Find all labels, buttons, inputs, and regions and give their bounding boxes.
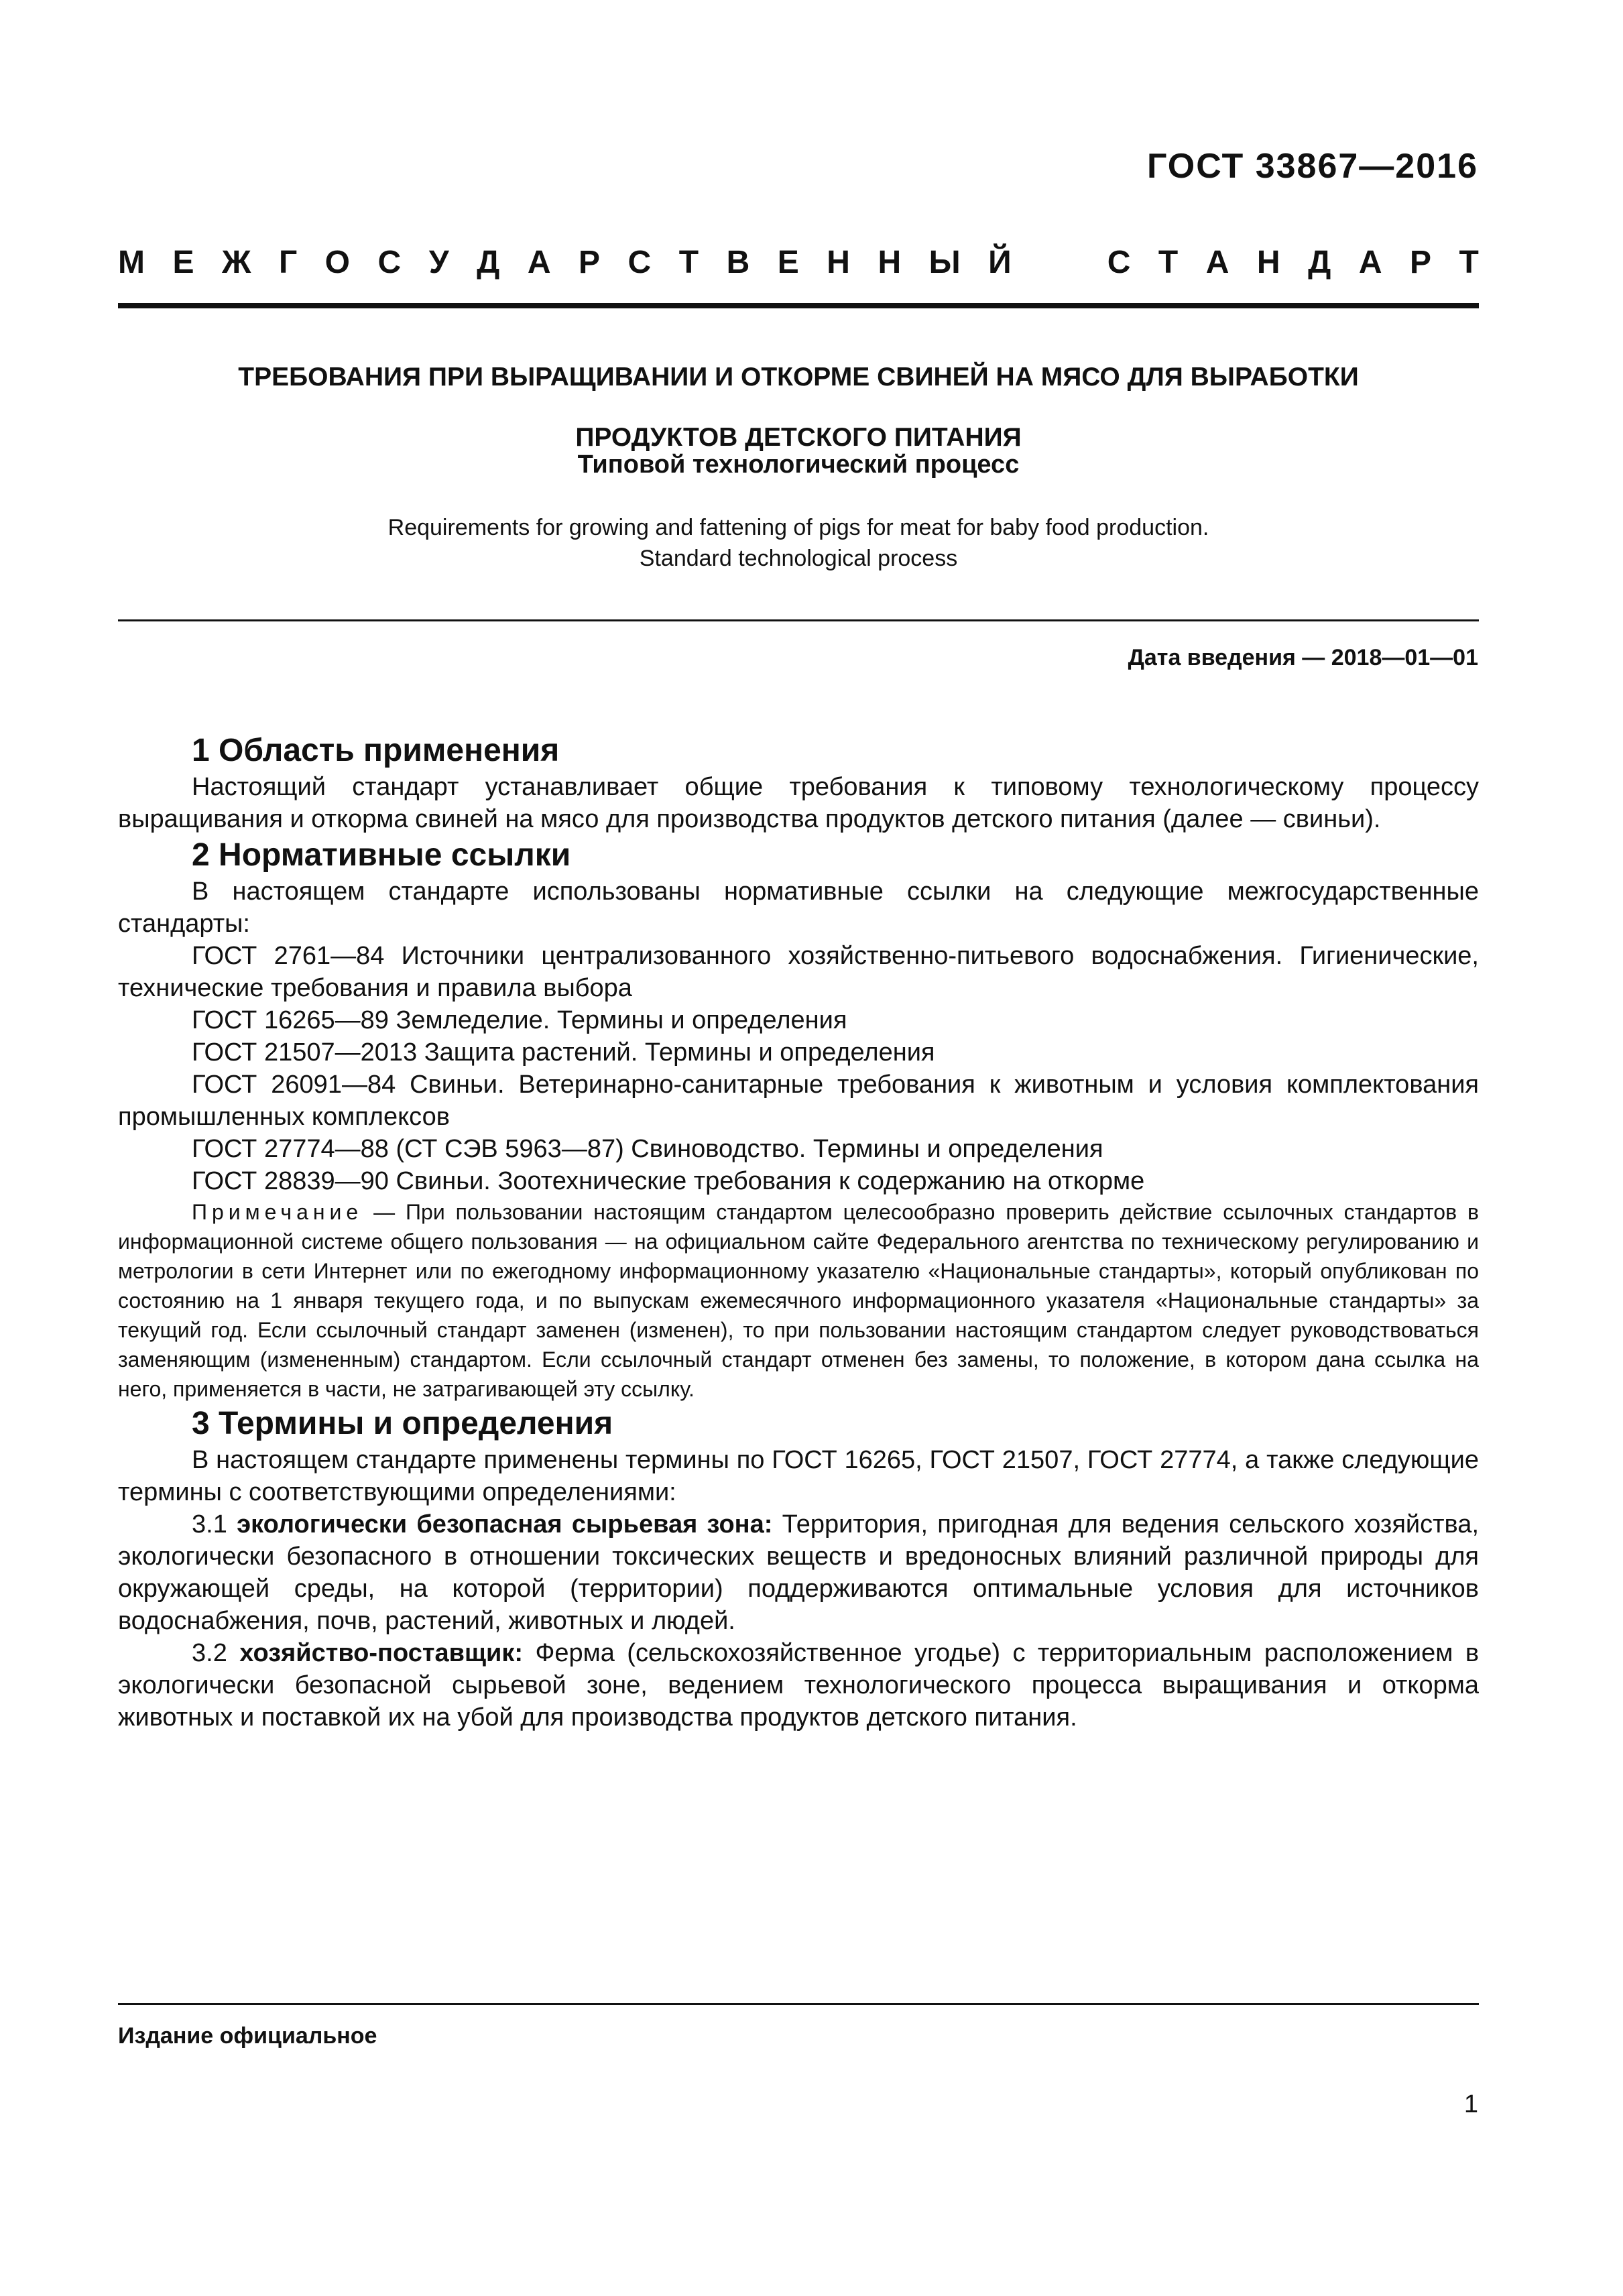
std-letter: С xyxy=(627,245,652,280)
section-3-heading: 3 Термины и определения xyxy=(192,1406,613,1441)
std-letter: Р xyxy=(579,245,601,280)
english-title-line-2: Standard technological process xyxy=(639,546,958,571)
std-letter: Ы xyxy=(928,245,961,280)
document-subtitle: Типовой технологический процесс xyxy=(577,450,1020,479)
references-note xyxy=(118,1197,1479,1404)
title-divider xyxy=(118,619,1479,621)
std-letter: Д xyxy=(477,245,500,280)
std-letter: Т xyxy=(678,245,699,280)
footer-divider xyxy=(118,2003,1479,2005)
introduction-date: Дата введения — 2018—01—01 xyxy=(1128,645,1478,670)
standard-type-heading xyxy=(118,244,1479,281)
std-letter: Т xyxy=(1459,245,1479,280)
document-title xyxy=(118,347,1479,468)
reference-item: ГОСТ 21507—2013 Защита растений. Термины и определения xyxy=(192,1038,935,1067)
section-1-text: Настоящий стандарт устанавливает общие требования к типовому технологическому процессу выращивания и откорма свиней на мясо для производства продуктов детского питания (далее — свиньи). xyxy=(118,773,1479,833)
header-divider xyxy=(118,303,1479,308)
std-letter: С xyxy=(1107,245,1131,280)
reference-item: ГОСТ 26091—84 Свиньи. Ветеринарно-санитарные требования к животным и условия комплектования промышленных комплексов xyxy=(118,1071,1479,1131)
english-title-line-1: Requirements for growing and fattening of pigs for meat for baby food production. xyxy=(387,515,1209,540)
note-label: Примечание xyxy=(192,1200,363,1224)
std-letter: Ж xyxy=(222,245,251,280)
std-letter: О xyxy=(324,245,351,280)
term-name: экологически безопасная сырьевая зона: xyxy=(237,1510,773,1538)
section-2-intro: В настоящем стандарте использованы нормативные ссылки на следующие межгосударственные стандарты: xyxy=(118,878,1479,938)
std-letter: М xyxy=(118,245,145,280)
term-3-1 xyxy=(118,1508,1479,1637)
std-letter: Е xyxy=(777,245,799,280)
term-name: хозяйство-поставщик: xyxy=(239,1639,524,1667)
section-3-intro: В настоящем стандарте применены термины по ГОСТ 16265, ГОСТ 21507, ГОСТ 27774, а также следующие термины с соответствующими определениями: xyxy=(118,1446,1479,1506)
term-3-2 xyxy=(118,1637,1479,1734)
std-letter: У xyxy=(428,245,449,280)
title-line-1: ТРЕБОВАНИЯ ПРИ ВЫРАЩИВАНИИ И ОТКОРМЕ СВИНЕЙ НА МЯСО ДЛЯ ВЫРАБОТКИ xyxy=(238,363,1359,391)
std-letter: А xyxy=(1205,245,1229,280)
std-letter: А xyxy=(1358,245,1382,280)
std-letter: Т xyxy=(1158,245,1179,280)
term-definition: Территория, пригодная для ведения сельского хозяйства, экологически безопасного в отношении токсических веществ и вредоносных влияний различной природы для окружающей среды, на которой (территории) поддерживаются оптимальные условия для источников водоснабжения, почв, растений, животных и людей. xyxy=(118,1510,1479,1635)
std-letter: Й xyxy=(988,245,1012,280)
note-text: — При пользовании настоящим стандартом целесообразно проверить действие ссылочных стандартов в информационной системе общего пользования — на официальном сайте Федерального агентства по техническому регулированию и метрологии в сети Интернет или по ежегодному информационному указателю «Национальные стандарты», который опубликован по состоянию на 1 января текущего года, и по выпускам ежемесячного информационного указателя «Национальные стандарты» за текущий год. Если ссылочный стандарт заменен (изменен), то при пользовании настоящим стандартом следует руководствоваться заменяющим (измененным) стандартом. Если ссылочный стандарт отменен без замены, то положение, в котором дана ссылка на него, применяется в части, не затрагивающей эту ссылку. xyxy=(118,1200,1479,1401)
std-letter: Д xyxy=(1308,245,1331,280)
document-code: ГОСТ 33867—2016 xyxy=(1147,147,1478,186)
std-letter: Р xyxy=(1410,245,1432,280)
reference-item: ГОСТ 2761—84 Источники централизованного хозяйственно-питьевого водоснабжения. Гигиенические, технические требования и правила выбора xyxy=(118,942,1479,1002)
official-edition-label: Издание официальное xyxy=(118,2023,377,2049)
term-number: 3.1 xyxy=(192,1510,237,1538)
std-letter: В xyxy=(726,245,750,280)
std-letter: А xyxy=(527,245,551,280)
word-gap xyxy=(1039,244,1079,281)
reference-item: ГОСТ 28839—90 Свиньи. Зоотехнические требования к содержанию на откорме xyxy=(192,1167,1145,1195)
term-number: 3.2 xyxy=(192,1639,240,1667)
section-1-heading: 1 Область применения xyxy=(192,733,560,768)
std-letter: Е xyxy=(172,245,194,280)
english-title xyxy=(118,512,1479,574)
std-letter: Н xyxy=(827,245,850,280)
std-letter: С xyxy=(377,245,402,280)
document-body xyxy=(118,731,1479,1734)
section-2-heading: 2 Нормативные ссылки xyxy=(192,837,571,873)
title-line-2: ПРОДУКТОВ ДЕТСКОГО ПИТАНИЯ xyxy=(575,423,1022,452)
reference-item: ГОСТ 16265—89 Земледелие. Термины и определения xyxy=(192,1006,847,1034)
std-letter: Н xyxy=(1256,245,1280,280)
page-number: 1 xyxy=(1463,2090,1478,2118)
term-definition: Ферма (сельскохозяйственное угодье) с территориальным расположением в экологически безопасной сырьевой зоне, ведением технологического процесса выращивания и откорма животных и поставкой их на убой для производства продуктов детского питания. xyxy=(118,1639,1480,1732)
reference-item: ГОСТ 27774—88 (СТ СЭВ 5963—87) Свиноводство. Термины и определения xyxy=(192,1135,1103,1163)
std-letter: Г xyxy=(278,245,298,280)
std-letter: Н xyxy=(878,245,902,280)
